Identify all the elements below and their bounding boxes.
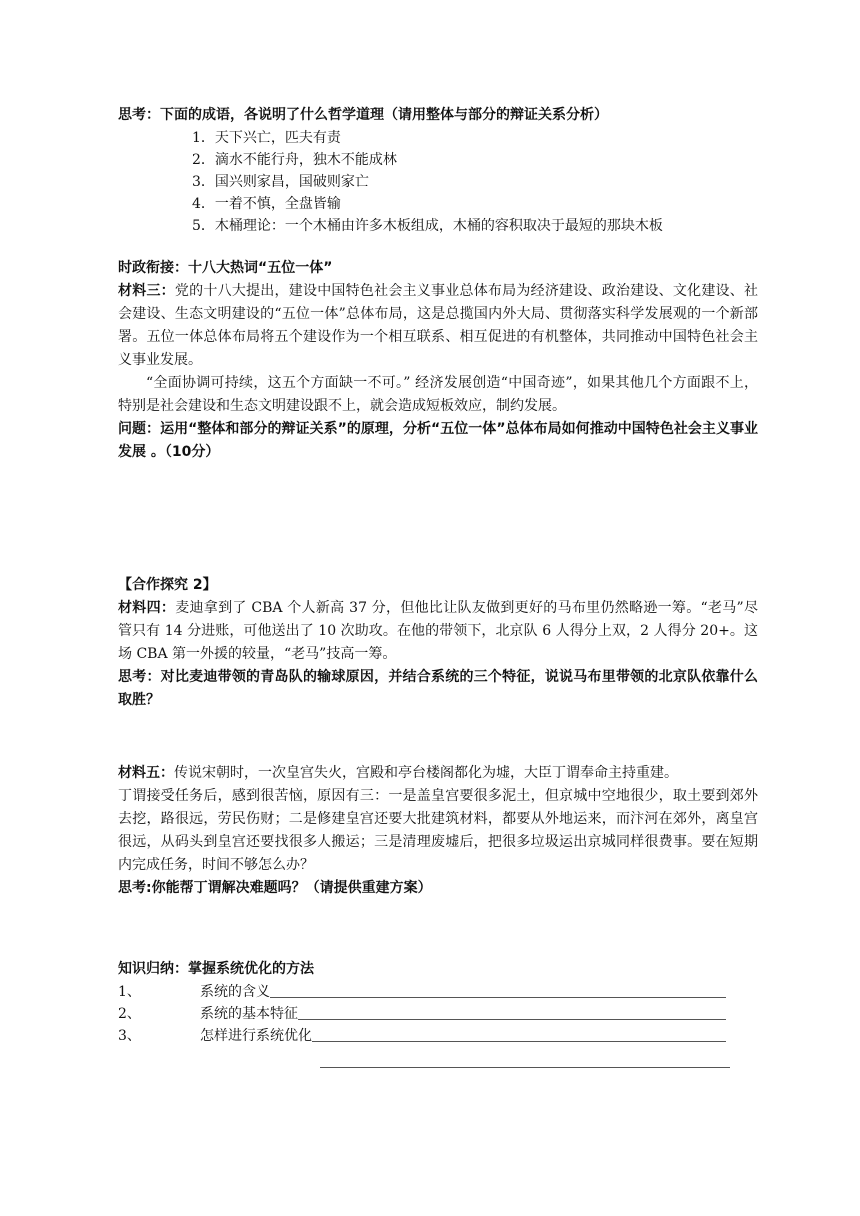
idiom-item: 5．木桶理论：一个木桶由许多木板组成，木桶的容积取决于最短的那块木板 — [192, 218, 663, 234]
material4-label: 材料四： — [118, 600, 176, 616]
politics-heading: 时政衔接：十八大热词“五位一体” — [118, 260, 333, 276]
idiom-item: 4．一着不慎，全盘皆输 — [192, 196, 341, 212]
summary-number: 1、 — [118, 984, 141, 1000]
material5-first-line — [118, 762, 758, 785]
idiom-item: 2．滴水不能行舟，独木不能成林 — [192, 152, 397, 168]
answer-blank[interactable] — [270, 997, 726, 998]
summary-row — [118, 1003, 758, 1025]
summary-row — [118, 981, 758, 1003]
answer-blank[interactable] — [298, 1019, 726, 1020]
summary-number: 3、 — [118, 1028, 141, 1044]
material5-line1: 传说宋朝时，一次皇宫失火，宫殿和亭台楼阁都化为墟，大臣丁谓奉命主持重建。 — [174, 765, 678, 781]
idiom-item: 3．国兴则家昌，国破则家亡 — [192, 174, 369, 190]
idiom-list — [118, 127, 758, 237]
material4-text: 麦迪拿到了 CBA 个人新高 37 分，但他比让队友做到更好的马布里仍然略逊一筹。“老马”尽管只有 14 分进账，可他送出了 10 次助攻。在他的带领下，北京队 6 人得分上双，2 人得分 20+。这场 CBA 第一外援的较量，“老马”技高一筹。 — [118, 600, 759, 662]
summary-heading: 知识归纳：掌握系统优化的方法 — [118, 961, 314, 977]
material4-paragraph — [118, 597, 758, 666]
summary-label: 怎样进行系统优化 — [200, 1028, 312, 1044]
think3-question: 思考:你能帮丁谓解决难题吗？（请提供重建方案） — [118, 880, 432, 896]
summary-number: 2、 — [118, 1006, 141, 1022]
politics-question: 问题：运用“整体和部分的辩证关系”的原理，分析“五位一体”总体布局如何推动中国特色社会主义事业发展 。（10分） — [118, 421, 758, 460]
material5-text: 丁谓接受任务后，感到很苦恼，原因有三：一是盖皇宫要很多泥土，但京城中空地很少，取土要到郊外去挖，路很远，劳民伤财；二是修建皇宫还要大批建筑材料，都要从外地运来，而汴河在郊外，离皇宫很远，从码头到皇宫还要找很多人搬运；三是清理废墟后，把很多垃圾运出京城同样很费事。要在短期内完成任务，时间不够怎么办？ — [118, 788, 758, 873]
summary-label: 系统的含义 — [200, 984, 270, 1000]
material3-paragraph — [118, 280, 758, 372]
worksheet-page — [118, 104, 758, 1068]
summary-row — [118, 1025, 758, 1047]
material3-text: 党的十八大提出，建设中国特色社会主义事业总体布局为经济建设、政治建设、文化建设、社会建设、生态文明建设的“五位一体”总体布局，这是总揽国内外大局、贯彻落实科学发展观的一个新部署。五位一体总体布局将五个建设作为一个相互联系、相互促进的有机整体，共同推动中国特色社会主义事业发展。 — [118, 283, 759, 368]
material3-label: 材料三： — [118, 283, 175, 299]
coop-heading: 【合作探究 2】 — [118, 577, 217, 593]
summary-label: 系统的基本特征 — [200, 1006, 298, 1022]
think1-title: 思考：下面的成语，各说明了什么哲学道理（请用整体与部分的辩证关系分析） — [118, 107, 608, 123]
summary-list — [118, 981, 758, 1047]
quote-paragraph: “全面协调可持续，这五个方面缺一不可。” 经济发展创造“中国奇迹”，如果其他几个方面跟不上，特别是社会建设和生态文明建设跟不上，就会造成短板效应，制约发展。 — [118, 375, 758, 414]
idiom-item: 1．天下兴亡，匹夫有责 — [192, 130, 341, 146]
think2-question: 思考：对比麦迪带领的青岛队的输球原因，并结合系统的三个特征，说说马布里带领的北京队依靠什么取胜？ — [118, 669, 758, 708]
answer-blank-extra[interactable] — [320, 1067, 730, 1068]
material5-label: 材料五： — [118, 765, 174, 781]
answer-blank[interactable] — [312, 1041, 726, 1042]
